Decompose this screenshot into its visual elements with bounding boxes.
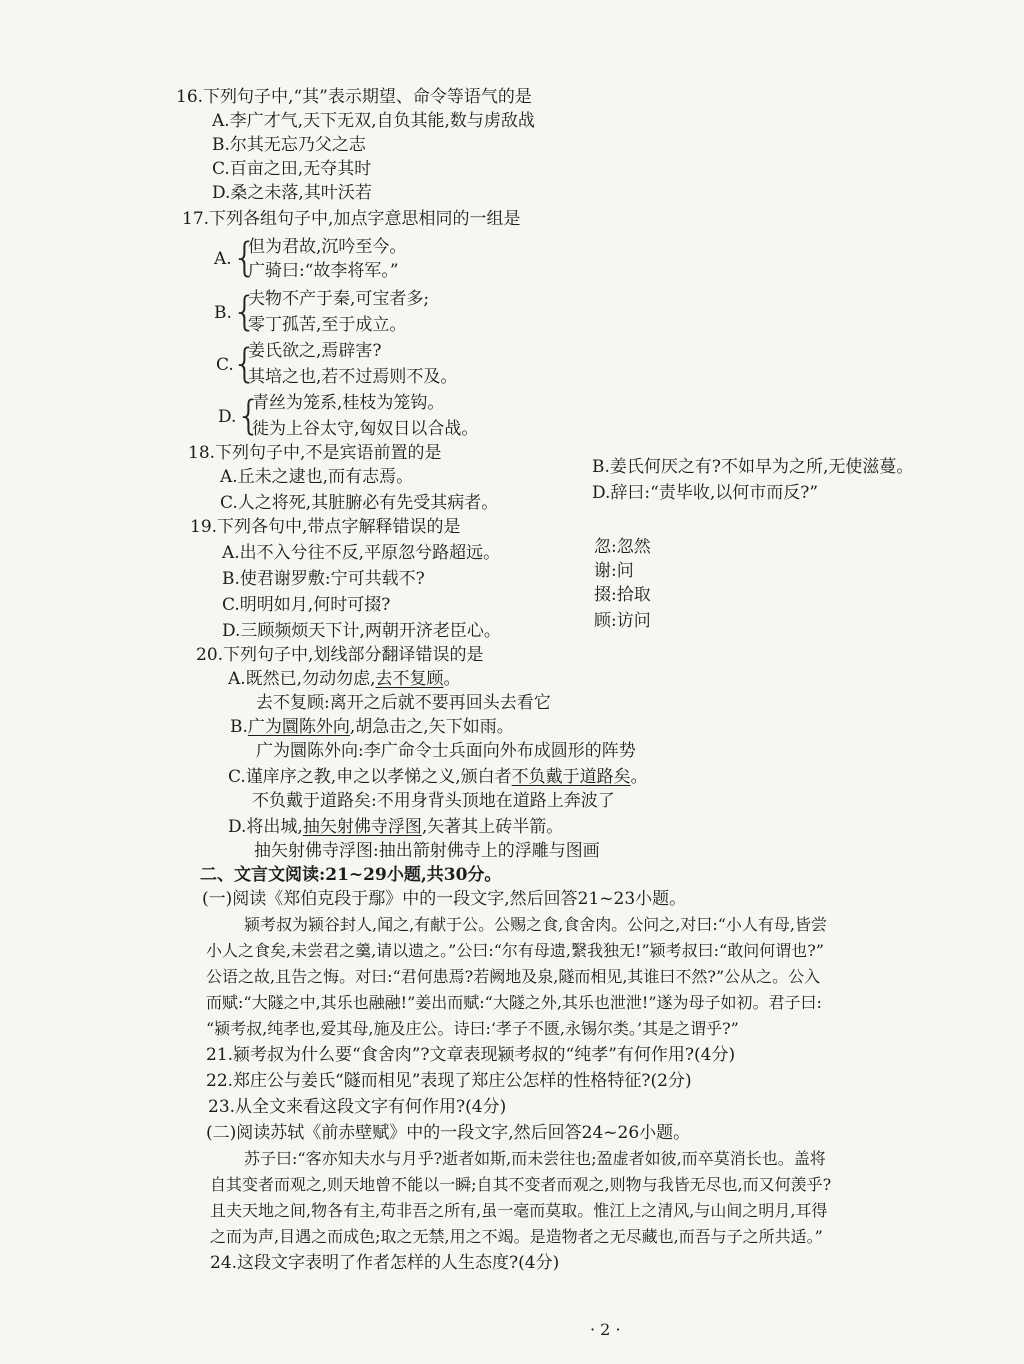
q20-option-d-underlined: 抽矢射佛寺浮图	[302, 817, 422, 837]
q18-stem: 18.下列句子中,不是宾语前置的是	[188, 443, 442, 463]
passage-2-line: 且夫天地之间,物各有主,苟非吾之所有,虽一毫而莫取。惟江上之清风,与山间之明月,耳得	[210, 1201, 828, 1220]
q19-gloss-c: 掇:拾取	[594, 585, 651, 605]
q17-option-b-line2: 零丁孤苦,至于成立。	[248, 315, 407, 335]
q19-option-d: D.三顾频烦天下计,两朝开济老臣心。	[222, 621, 501, 641]
page-number: · 2 ·	[590, 1320, 621, 1339]
q16-option-a: A.李广才气,天下无双,自负其能,数与虏敌战	[212, 111, 535, 131]
passage-1-line: 公语之故,且告之悔。对曰:“君何患焉?若阙地及泉,隧而相见,其谁曰不然?”公从之。公入	[206, 967, 821, 986]
q17-option-a-line2: 广骑曰:“故李将军。”	[248, 261, 399, 281]
brace-icon: {	[232, 341, 258, 387]
q19-stem: 19.下列各句中,带点字解释错误的是	[190, 517, 461, 537]
q22: 22.郑庄公与姜氏“隧而相见”表现了郑庄公怎样的性格特征?(2分)	[206, 1071, 692, 1091]
passage-1-line: 而赋:“大隧之中,其乐也融融!”姜出而赋:“大隧之外,其乐也泄泄!”遂为母子如初。君子曰:	[206, 993, 822, 1012]
q20-option-b-text: B.	[230, 717, 248, 737]
q24: 24.这段文字表明了作者怎样的人生态度?(4分)	[210, 1253, 560, 1273]
q20-option-d	[228, 816, 563, 838]
q20-option-a-text: A.既然已,勿动勿虑,	[228, 669, 376, 689]
passage-2-line: 苏子曰:“客亦知夫水与月乎?逝者如斯,而未尝往也;盈虚者如彼,而卒莫消长也。盖将	[244, 1149, 826, 1168]
q17-option-d-label: D.	[218, 407, 237, 427]
q17-option-d-line1: 青丝为笼系,桂枝为笼钩。	[252, 393, 445, 413]
q20-option-c	[228, 766, 648, 788]
q20-option-b-translation: 广为圜陈外向:李广命令士兵面向外布成圆形的阵势	[256, 741, 636, 761]
q20-option-c-tail: 。	[630, 767, 648, 787]
q19-gloss-b: 谢:问	[594, 561, 634, 581]
q20-option-a	[228, 668, 461, 690]
q20-option-c-translation: 不负戴于道路矣:不用身背头顶地在道路上奔波了	[252, 791, 615, 811]
brace-icon: {	[232, 289, 258, 335]
section-heading: 二、文言文阅读:21~29小题,共30分。	[200, 865, 502, 885]
q20-option-b-tail: ,胡急击之,矢下如雨。	[349, 717, 514, 737]
q17-option-c-label: C.	[216, 355, 234, 375]
q20-option-a-underlined: 去不复顾	[375, 669, 444, 689]
passage-1-line: “颍考叔,纯孝也,爱其母,施及庄公。诗曰:‘孝子不匮,永锡尔类。’其是之谓乎?”	[206, 1019, 739, 1038]
q18-option-a: A.丘未之逮也,而有志焉。	[220, 467, 414, 487]
q17-option-b-label: B.	[214, 303, 232, 323]
q20-option-a-tail: 。	[443, 669, 461, 689]
q20-option-b	[230, 716, 514, 738]
q19-option-a: A.出不入兮往不反,平原忽兮路超远。	[222, 543, 501, 563]
q18-option-b: B.姜氏何厌之有?不如早为之所,无使滋蔓。	[592, 457, 914, 477]
q20-option-a-translation: 去不复顾:离开之后就不要再回头去看它	[256, 693, 551, 713]
q16-option-c: C.百亩之田,无夺其时	[212, 159, 372, 179]
q20-option-d-text: D.将出城,	[228, 817, 303, 837]
passage-2-line: 自其变者而观之,则天地曾不能以一瞬;自其不变者而观之,则物与我皆无尽也,而又何羡乎?	[210, 1175, 832, 1194]
q20-option-c-text: C.谨庠序之教,申之以孝悌之义,颁白者	[228, 767, 512, 787]
q16-option-d: D.桑之未落,其叶沃若	[212, 183, 372, 203]
q21: 21.颍考叔为什么要“食舍肉”?文章表现颍考叔的“纯孝”有何作用?(4分)	[206, 1045, 736, 1065]
q20-option-d-tail: ,矢著其上砖半箭。	[421, 817, 564, 837]
q16-option-b: B.尔其无忘乃父之志	[212, 135, 366, 155]
q19-option-b: B.使君谢罗敷:宁可共载不?	[222, 569, 425, 589]
q17-option-a-label: A.	[214, 249, 232, 269]
q16-stem: 16.下列句子中,“其”表示期望、命令等语气的是	[176, 87, 532, 107]
q19-gloss-d: 顾:访问	[594, 611, 651, 631]
q20-option-b-underlined: 广为圜陈外向	[247, 717, 350, 737]
q20-option-c-underlined: 不负戴于道路矣	[511, 767, 631, 787]
q17-option-d-line2: 徙为上谷太守,匈奴日以合战。	[252, 419, 479, 439]
passage-1-line: 颍考叔为颍谷封人,闻之,有献于公。公赐之食,食舍肉。公问之,对曰:“小人有母,皆尝	[244, 915, 828, 934]
q18-option-c: C.人之将死,其脏腑必有先受其病者。	[220, 493, 499, 513]
q19-gloss-a: 忽:忽然	[594, 537, 651, 557]
q17-option-c-line2: 其培之也,若不过焉则不及。	[248, 367, 458, 387]
q20-option-d-translation: 抽矢射佛寺浮图:抽出箭射佛寺上的浮雕与图画	[254, 841, 600, 861]
brace-icon: {	[236, 393, 262, 439]
passage-1-intro: (一)阅读《郑伯克段于鄢》中的一段文字,然后回答21~23小题。	[202, 889, 687, 909]
passage-2-intro: (二)阅读苏轼《前赤壁赋》中的一段文字,然后回答24~26小题。	[206, 1123, 691, 1143]
q19-option-c: C.明明如月,何时可掇?	[222, 595, 391, 615]
q23: 23.从全文来看这段文字有何作用?(4分)	[208, 1097, 507, 1117]
q17-option-a-line1: 但为君故,沉吟至今。	[248, 237, 407, 257]
q17-option-b-line1: 夫物不产于秦,可宝者多;	[248, 289, 430, 309]
q18-option-d: D.辞曰:“责毕收,以何市而反?”	[592, 483, 819, 503]
passage-2-line: 之而为声,目遇之而成色;取之无禁,用之不竭。是造物者之无尽藏也,而吾与子之所共适。”	[210, 1227, 823, 1246]
q20-stem: 20.下列句子中,划线部分翻译错误的是	[196, 645, 484, 665]
q17-option-c-line1: 姜氏欲之,焉辟害?	[248, 341, 382, 361]
passage-1-line: 小人之食矣,未尝君之羹,请以遗之。”公曰:“尔有母遗,繄我独无!”颍考叔曰:“敢问何谓也?”	[206, 941, 824, 960]
brace-icon: {	[232, 235, 258, 281]
q17-stem: 17.下列各组句子中,加点字意思相同的一组是	[182, 209, 521, 229]
